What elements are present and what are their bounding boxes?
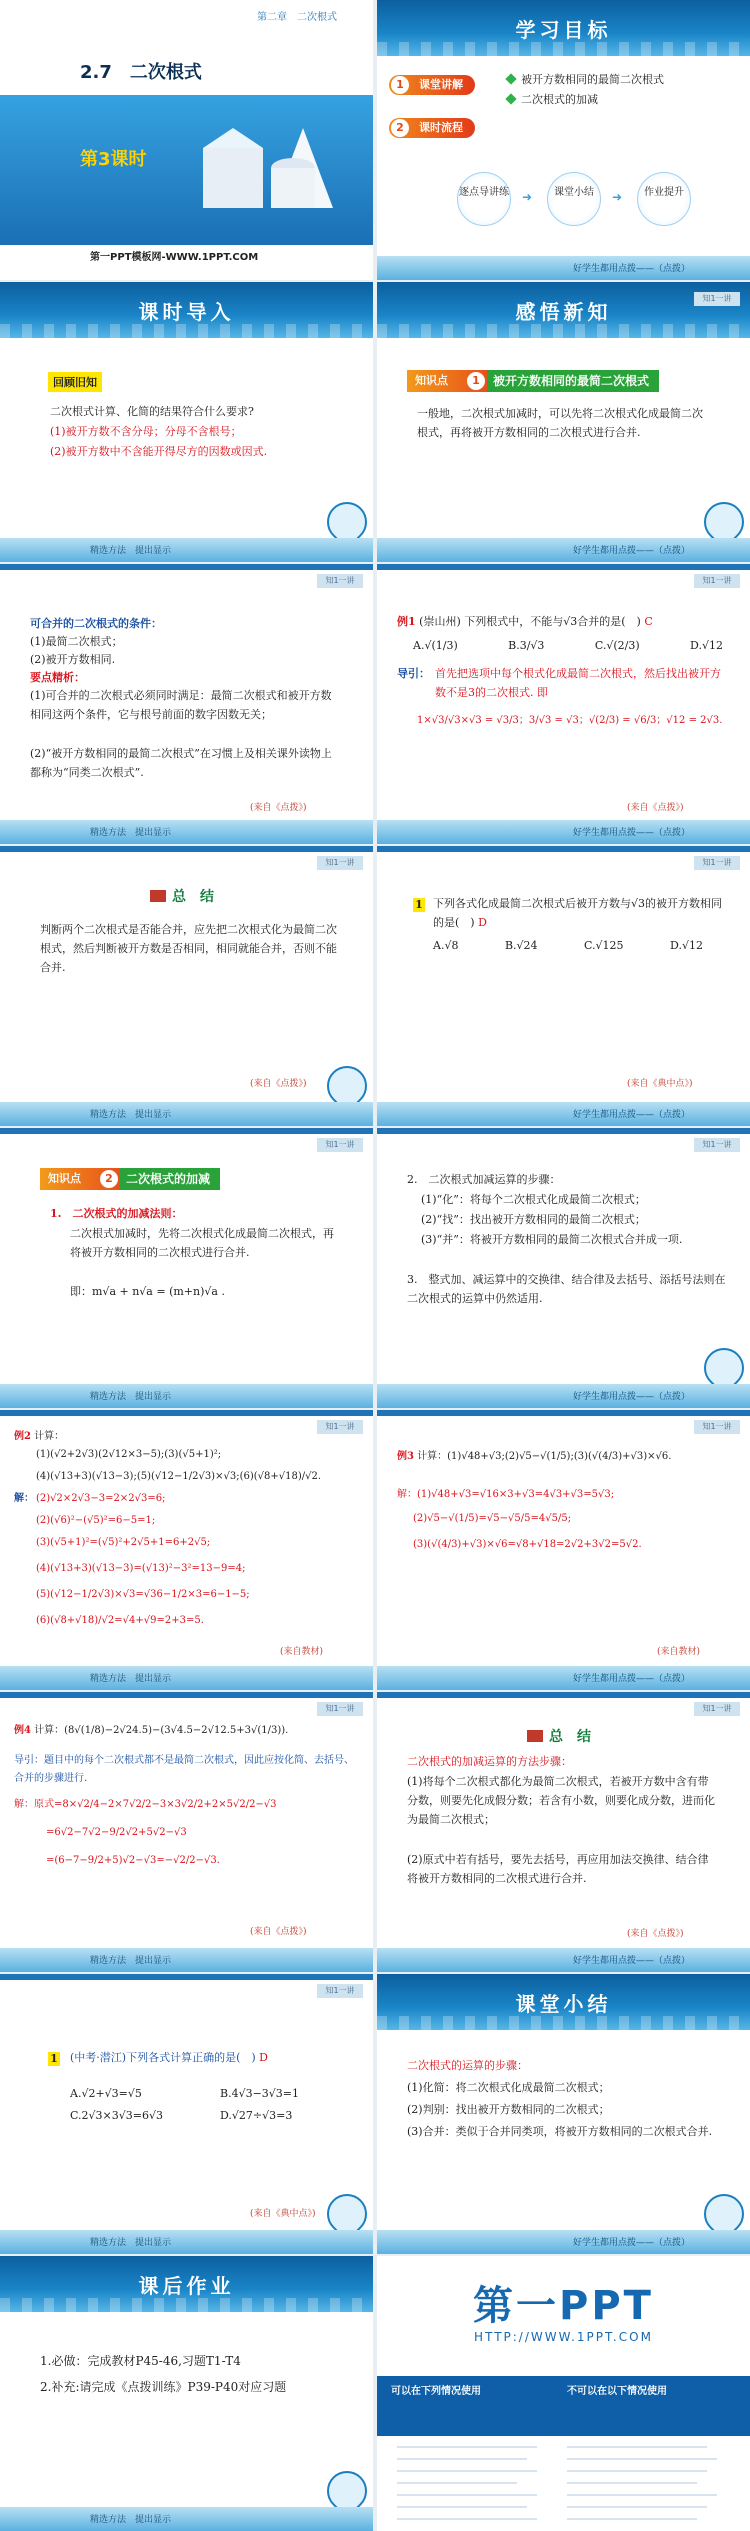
page-tag: 知1一讲 bbox=[317, 574, 363, 588]
review-question: 二次根式计算、化简的结果符合什么要求? bbox=[50, 405, 254, 418]
option-d: D.√27÷√3=3 bbox=[220, 2109, 293, 2122]
band-title: 课后作业 bbox=[138, 2274, 235, 2298]
footer-bar bbox=[377, 538, 750, 562]
summary-step-3: (3)合并：类似于合并同类项，将被开方数相同的二次根式合并. bbox=[407, 2125, 713, 2138]
slide-knowledge-2 bbox=[0, 1128, 373, 1408]
pill-number: 1 bbox=[391, 76, 409, 94]
top-bar bbox=[377, 1128, 750, 1134]
footer-text: 精选方法 提出显示 bbox=[90, 2515, 172, 2525]
exercise-number: 1 bbox=[413, 898, 425, 912]
slide-class-summary bbox=[377, 1974, 750, 2254]
top-bar bbox=[0, 846, 373, 852]
footer-bar bbox=[0, 1948, 373, 1972]
source-note: (来自《典中点》) bbox=[250, 2209, 316, 2219]
footer-text: 精选方法 提出显示 bbox=[90, 546, 172, 556]
slide-example-1 bbox=[377, 564, 750, 844]
footer-bar bbox=[377, 2230, 750, 2254]
knowledge-text: 一般地，二次根式加减时，可以先将二次根式化成最简二次根式，再将被开方数相同的二次根式进行合并. bbox=[417, 407, 703, 439]
pill-label: 课堂讲解 bbox=[419, 78, 463, 91]
goal-1: 被开方数相同的最简二次根式 bbox=[507, 70, 664, 89]
top-bar bbox=[0, 1692, 373, 1698]
top-bar bbox=[377, 1410, 750, 1416]
source-note: (来自《点拨》) bbox=[250, 1079, 307, 1089]
slide-knowledge-1 bbox=[377, 282, 750, 562]
footer-bar bbox=[0, 1666, 373, 1690]
footer-text: 好学生都用点拨——（点拨） bbox=[572, 2238, 690, 2248]
footer-bar bbox=[0, 820, 373, 844]
pill-label: 课时流程 bbox=[419, 121, 463, 134]
knowledge-point-badge: 知识点 2 bbox=[40, 1168, 120, 1190]
footer-text: 精选方法 提出显示 bbox=[90, 2238, 172, 2248]
summary-step-2: (2)判别：找出被开方数相同的二次根式； bbox=[407, 2103, 610, 2116]
footer-text: 精选方法 提出显示 bbox=[90, 1956, 172, 1966]
example-question: 例1 (崇山州) 下列根式中，不能与√3合并的是( ) C bbox=[397, 615, 653, 628]
top-bar bbox=[0, 1974, 373, 1980]
knowledge-point-bar bbox=[40, 1168, 220, 1190]
solution-line: (5)(√12−1/2√3)×√3=√36−1/2×3=6−1−5; bbox=[36, 1589, 250, 1600]
slide-goals bbox=[377, 0, 750, 280]
summary-heading: 总 结 bbox=[150, 886, 214, 906]
summary-text: 判断两个二次根式是否能合并，应先把二次根式化为最简二次根式，然后判断被开方数是否相同，相同就能合并，否则不能合并. bbox=[40, 923, 337, 974]
rule-text: 二次根式加减时，先将二次根式化成最简二次根式，再将被开方数相同的二次根式进行合并. bbox=[70, 1227, 334, 1259]
example-question-line: (4)(√13+3)(√13−3);(5)(√12−1/2√3)×√3;(6)(√8+√18)/√2. bbox=[36, 1471, 322, 1482]
footer-bar bbox=[0, 2507, 373, 2531]
usage-disallowed-heading: 不可以在以下情况使用 bbox=[567, 2386, 667, 2397]
step-1: 逐点导讲练 bbox=[457, 172, 511, 226]
book-icon bbox=[527, 1730, 543, 1742]
step-2: 课堂小结 bbox=[547, 172, 601, 226]
knowledge-point-badge: 知识点 1 bbox=[407, 370, 487, 392]
option-c: C.2√3×3√3=6√3 bbox=[70, 2109, 163, 2122]
page-tag: 知1一讲 bbox=[694, 292, 740, 306]
homework-extra: 2.补充:请完成《点拨训练》P39-P40对应习题 bbox=[40, 2380, 287, 2394]
header-band bbox=[0, 2256, 373, 2312]
solution-label: 解： bbox=[14, 1493, 34, 1504]
footer-text: 好学生都用点拨——（点拨） bbox=[572, 546, 690, 556]
chapter-label: 第二章 二次根式 bbox=[257, 12, 337, 23]
band-title: 学习目标 bbox=[515, 18, 612, 42]
header-band bbox=[377, 1974, 750, 2030]
solution-line: (3)(√(4/3)+√3)×√6=√8+√18=2√2+3√2=5√2. bbox=[413, 1539, 642, 1550]
footer-bar bbox=[0, 1384, 373, 1408]
options-row: A.√8 B.√24 C.√125 D.√12 bbox=[433, 939, 703, 952]
pill-lecture bbox=[389, 75, 475, 95]
slide-steps bbox=[377, 1128, 750, 1408]
usage-allowed-heading: 可以在下列情况使用 bbox=[391, 2386, 481, 2397]
page-tag: 知1一讲 bbox=[694, 574, 740, 588]
slide-exercise-2 bbox=[0, 1974, 373, 2254]
top-bar bbox=[0, 1128, 373, 1134]
exercise-question: (中考·潜江)下列各式计算正确的是( ) D bbox=[70, 2051, 268, 2064]
solution-line: (2)√2×2√3−3=2×2√3=6; bbox=[36, 1493, 166, 1504]
guide-text: 导引：题目中的每个二次根式都不是最简二次根式，因此应按化简、去括号、合并的步骤进行. bbox=[14, 1755, 354, 1784]
footer-text: 好学生都用点拨——（点拨） bbox=[572, 1110, 690, 1120]
band-title: 课堂小结 bbox=[515, 1992, 612, 2016]
step-find: (2)“找”：找出被开方数相同的最简二次根式； bbox=[421, 1213, 646, 1226]
diamond-icon bbox=[505, 93, 516, 104]
header-band bbox=[0, 282, 373, 338]
footer-bar bbox=[0, 1102, 373, 1126]
top-bar bbox=[0, 564, 373, 570]
footer-bar bbox=[0, 2230, 373, 2254]
footer-text: 好学生都用点拨——（点拨） bbox=[572, 264, 690, 274]
condition-1: (1)最简二次根式； bbox=[30, 635, 123, 648]
source-note: (来自《点拨》) bbox=[627, 1929, 684, 1939]
summary-point-2: (2)原式中若有括号，要先去括号，再应用加法交换律、结合律将被开方数相同的二次根式进行合并. bbox=[407, 1853, 709, 1885]
step-3: 作业提升 bbox=[637, 172, 691, 226]
top-bar bbox=[377, 846, 750, 852]
slide-conditions bbox=[0, 564, 373, 844]
page-tag: 知1一讲 bbox=[317, 1702, 363, 1716]
slide-homework bbox=[0, 2256, 373, 2531]
goal-2: 二次根式的加减 bbox=[507, 90, 598, 109]
usage-band bbox=[377, 2376, 750, 2531]
source-note: (来自《点拨》) bbox=[250, 803, 307, 813]
rule-heading: 1. 二次根式的加减法则： bbox=[50, 1207, 183, 1220]
step-laws: 3. 整式加、减运算中的交换律、结合律及去括号、添括号法则在二次根式的运算中仍然适用. bbox=[407, 1273, 726, 1305]
example-answer: C bbox=[644, 615, 653, 628]
slide-cover bbox=[0, 0, 373, 280]
footer-text: 好学生都用点拨——（点拨） bbox=[572, 1392, 690, 1402]
band-title: 课时导入 bbox=[138, 300, 235, 324]
analysis-heading: 要点精析： bbox=[30, 671, 85, 684]
top-bar bbox=[377, 1692, 750, 1698]
exercise-answer: D bbox=[478, 916, 487, 929]
footer-bar bbox=[377, 1102, 750, 1126]
example-question: 例4 计算：(8√(1/8)−2√24.5)−(3√4.5−2√12.5+3√(1/3)). bbox=[14, 1725, 289, 1736]
slide-example-4 bbox=[0, 1692, 373, 1972]
footer-text: 好学生都用点拨——（点拨） bbox=[572, 1956, 690, 1966]
option-b: B.4√3−3√3=1 bbox=[220, 2087, 300, 2100]
diamond-icon bbox=[505, 73, 516, 84]
homework-required: 1.必做：完成教材P45-46,习题T1-T4 bbox=[40, 2354, 241, 2368]
conditions-heading: 可合并的二次根式的条件： bbox=[30, 617, 162, 630]
page-tag: 知1一讲 bbox=[317, 1420, 363, 1434]
analysis-1: (1)可合并的二次根式必须同时满足：最简二次根式和被开方数相同这两个条件，它与根号前面的数字因数无关； bbox=[30, 689, 332, 721]
solution-line: (2)√5−√(1/5)=√5−√5/5=4√5/5; bbox=[413, 1513, 572, 1524]
example-heading: 例2 计算： bbox=[14, 1431, 65, 1442]
lesson-label: 第3课时 bbox=[80, 149, 147, 170]
site-label: 第一PPT模板网-WWW.1PPT.COM bbox=[90, 252, 259, 263]
page-tag: 知1一讲 bbox=[694, 1702, 740, 1716]
slide-brand bbox=[377, 2256, 750, 2531]
solution-line: 解：(1)√48+√3=√16×3+√3=4√3+√3=5√3; bbox=[397, 1489, 615, 1500]
page-tag: 知1一讲 bbox=[317, 1984, 363, 1998]
page-tag: 知1一讲 bbox=[694, 1138, 740, 1152]
solution-line: =(6−7−9/2+5)√2−√3=−√2/2−√3. bbox=[46, 1855, 220, 1866]
footer-bar bbox=[377, 1384, 750, 1408]
condition-2: (2)被开方数相同. bbox=[30, 653, 116, 666]
footer-text: 精选方法 提出显示 bbox=[90, 828, 172, 838]
top-bar bbox=[0, 1410, 373, 1416]
footer-text: 好学生都用点拨——（点拨） bbox=[572, 828, 690, 838]
footer-text: 精选方法 提出显示 bbox=[90, 1110, 172, 1120]
summary-title: 二次根式的运算的步骤： bbox=[407, 2059, 528, 2072]
band-title: 感悟新知 bbox=[515, 300, 612, 324]
source-note: (来自教材) bbox=[280, 1647, 324, 1657]
book-icon bbox=[150, 890, 166, 902]
footer-bar bbox=[377, 1666, 750, 1690]
rule-formula: 即：m√a + n√a = (m+n)√a . bbox=[70, 1285, 225, 1298]
top-bar bbox=[377, 564, 750, 570]
step-merge: (3)“并”：将被开方数相同的最简二次根式合并成一项. bbox=[421, 1233, 683, 1246]
page-tag: 知1一讲 bbox=[694, 856, 740, 870]
header-band bbox=[377, 282, 750, 338]
footer-text: 好学生都用点拨——（点拨） bbox=[572, 1674, 690, 1684]
solution-line: (2)(√6)²−(√5)²=6−5=1; bbox=[36, 1515, 156, 1526]
slide-example-3 bbox=[377, 1410, 750, 1690]
pill-process bbox=[389, 118, 475, 138]
geometry-shapes-icon bbox=[183, 108, 343, 228]
slide-intro bbox=[0, 282, 373, 562]
knowledge-point-title: 被开方数相同的最简二次根式 bbox=[493, 374, 650, 388]
solution-line: (6)(√8+√18)/√2=√4+√9=2+3=5. bbox=[36, 1615, 204, 1626]
page-tag: 知1一讲 bbox=[317, 1138, 363, 1152]
page-tag: 知1一讲 bbox=[694, 1420, 740, 1434]
link-list bbox=[377, 2436, 750, 2531]
footer-text: 精选方法 提出显示 bbox=[90, 1674, 172, 1684]
review-answer-2: (2)被开方数中不含能开得尽方的因数或因式. bbox=[50, 445, 268, 458]
example-question-line: (1)(√2+2√3)(2√12×3−5);(3)(√5+1)²; bbox=[36, 1449, 222, 1460]
footer-bar bbox=[377, 1948, 750, 1972]
exercise-number: 1 bbox=[48, 2052, 60, 2066]
footer-text: 精选方法 提出显示 bbox=[90, 1392, 172, 1402]
arrow-right-icon: ➜ bbox=[612, 190, 623, 204]
summary-heading: 总 结 bbox=[527, 1726, 591, 1746]
exercise-answer: D bbox=[259, 2051, 268, 2064]
solution-line: (4)(√13+3)(√13−3)=(√13)²−3²=13−9=4; bbox=[36, 1563, 246, 1574]
brand-logo: 第一PPT bbox=[473, 2283, 654, 2329]
review-answer-1: (1)被开方数不含分母；分母不含根号； bbox=[50, 425, 242, 438]
summary-title: 二次根式的加减运算的方法步骤： bbox=[407, 1755, 572, 1768]
solution-line: (3)(√5+1)²=(√5)²+2√5+1=6+2√5; bbox=[36, 1537, 211, 1548]
slide-summary-2 bbox=[377, 1692, 750, 1972]
pill-number: 2 bbox=[391, 119, 409, 137]
slide-summary-1 bbox=[0, 846, 373, 1126]
footer-bar bbox=[0, 538, 373, 562]
summary-step-1: (1)化简：将二次根式化成最简二次根式； bbox=[407, 2081, 610, 2094]
guide-math: 1×√3/√3×√3 = √3/3；3/√3 = √3；√(2/3) = √6/3；√12 = 2√3. bbox=[417, 715, 723, 726]
footer-bar bbox=[377, 256, 750, 280]
options-row: A.√(1/3) B.3/√3 C.√(2/3) D.√12 bbox=[413, 639, 723, 652]
source-note: (来自《点拨》) bbox=[250, 1927, 307, 1937]
option-a: A.√2+√3=√5 bbox=[70, 2087, 142, 2100]
page-title: 2.7 二次根式 bbox=[80, 62, 202, 83]
page-tag: 知1一讲 bbox=[317, 856, 363, 870]
slide-example-2 bbox=[0, 1410, 373, 1690]
solution-line: =6√2−7√2−9/2√2+5√2−√3 bbox=[46, 1827, 187, 1838]
steps-heading: 2. 二次根式加减运算的步骤： bbox=[407, 1173, 561, 1186]
arrow-right-icon: ➜ bbox=[522, 190, 533, 204]
guide-text: 首先把选项中每个根式化成最简二次根式，然后找出被开方数不是3的二次根式. 即 bbox=[435, 667, 721, 699]
solution-line: 解：原式=8×√2/4−2×7√2/2−3×3√2/2+2×5√2/2−√3 bbox=[14, 1799, 277, 1810]
source-note: (来自《点拨》) bbox=[627, 803, 684, 813]
knowledge-point-bar bbox=[407, 370, 659, 392]
example-question: 例3 计算：(1)√48+√3;(2)√5−√(1/5);(3)(√(4/3)+√3)×√6. bbox=[397, 1451, 672, 1462]
source-note: (来自《典中点》) bbox=[627, 1079, 693, 1089]
exercise-question: 下列各式化成最简二次根式后被开方数与√3的被开方数相同的是( ) D bbox=[433, 897, 723, 929]
slide-exercise-1 bbox=[377, 846, 750, 1126]
source-note: (来自教材) bbox=[657, 1647, 701, 1657]
analysis-2: (2)“被开方数相同的最简二次根式”在习惯上及相关课外读物上都称为“同类二次根式”. bbox=[30, 747, 332, 779]
footer-bar bbox=[377, 820, 750, 844]
summary-point-1: (1)将每个二次根式都化为最简二次根式，若被开方数中含有带分数，则要先化成假分数；若含有小数，则要化成分数，进而化为最简二次根式； bbox=[407, 1775, 715, 1826]
knowledge-point-title: 二次根式的加减 bbox=[126, 1172, 211, 1186]
guide-label: 导引： bbox=[397, 667, 430, 680]
header-band bbox=[377, 0, 750, 56]
brand-url: HTTP://WWW.1PPT.COM bbox=[474, 2330, 653, 2344]
review-label: 回顾旧知 bbox=[48, 372, 102, 392]
step-convert: (1)“化”：将每个二次根式化成最简二次根式； bbox=[421, 1193, 646, 1206]
